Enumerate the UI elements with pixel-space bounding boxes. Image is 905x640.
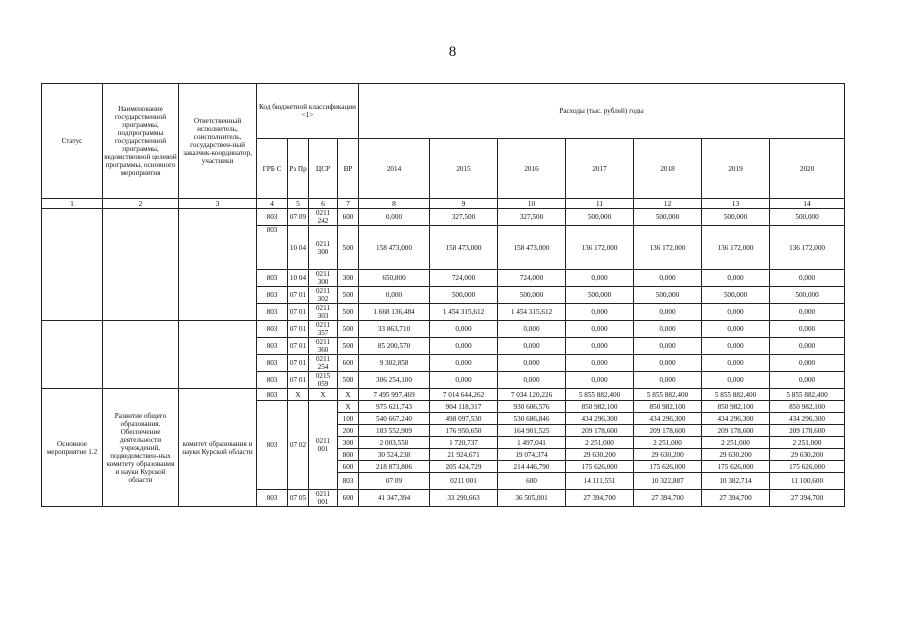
grbs-cell: 803 — [257, 355, 288, 372]
status-cell — [42, 321, 103, 389]
year-value: 327,500 — [430, 209, 498, 226]
year-value: 327,500 — [498, 209, 566, 226]
year-value: 0,000 — [634, 304, 702, 321]
measure-executor: комитет образования и науки Курской области — [179, 389, 257, 507]
year-value: 214 446,790 — [498, 461, 566, 473]
year-value: 209 178,600 — [770, 425, 845, 437]
grbs-cell: 803 — [257, 209, 288, 226]
year-value: 0,000 — [770, 304, 845, 321]
year-value: 500,000 — [430, 287, 498, 304]
year-value: 724,000 — [430, 270, 498, 287]
year-value: 0,000 — [359, 287, 430, 304]
header-year: 2016 — [498, 139, 566, 199]
csr-cell: 0211 242 — [309, 209, 338, 226]
csr-cell: X — [309, 389, 338, 401]
rzpr-cell: X — [288, 389, 309, 401]
header-year: 2018 — [634, 139, 702, 199]
year-value: 500,000 — [702, 209, 770, 226]
year-value: 9 302,858 — [359, 355, 430, 372]
year-value: 500,000 — [498, 287, 566, 304]
year-value: 136 172,000 — [770, 226, 845, 270]
year-value: 0,000 — [770, 321, 845, 338]
year-value: 29 630,200 — [634, 449, 702, 461]
header-status: Статус — [42, 84, 103, 199]
year-value: 0,000 — [770, 355, 845, 372]
year-value: 11 100,600 — [770, 473, 845, 490]
year-value: 434 296,300 — [566, 413, 634, 425]
year-value: 175 626,000 — [634, 461, 702, 473]
year-value: 2 251,000 — [770, 437, 845, 449]
year-value: 0,000 — [430, 372, 498, 389]
executor-cell — [179, 209, 257, 321]
year-value: 0,000 — [430, 355, 498, 372]
year-value: 175 626,000 — [566, 461, 634, 473]
rzpr-cell: 07 01 — [288, 372, 309, 389]
vr-cell: 600 — [338, 355, 359, 372]
year-value: 5 855 882,400 — [770, 389, 845, 401]
year-value: 27 394,700 — [702, 490, 770, 507]
rzpr-cell: 07 01 — [288, 304, 309, 321]
table-row — [42, 321, 845, 338]
rzpr-cell: 07 05 — [288, 490, 309, 507]
year-value: 434 296,300 — [634, 413, 702, 425]
year-value: 2 251,000 — [634, 437, 702, 449]
year-value: 930 606,576 — [498, 401, 566, 413]
column-index: 3 — [179, 199, 257, 209]
header-grbs: ГРБ С — [257, 139, 288, 199]
year-value: 29 630,200 — [770, 449, 845, 461]
year-value: 0,000 — [498, 372, 566, 389]
column-index: 2 — [103, 199, 179, 209]
year-value: 5 855 882,400 — [702, 389, 770, 401]
status-cell — [42, 209, 103, 321]
year-value: 500,000 — [702, 287, 770, 304]
year-value: 0,000 — [702, 270, 770, 287]
vr-cell: 600 — [338, 209, 359, 226]
year-value: 183 552,909 — [359, 425, 430, 437]
year-value: 0,000 — [634, 338, 702, 355]
year-value: 0,000 — [770, 338, 845, 355]
header-name: Наименование государственной программы, подпрограммы государственной программы, ведомственной целевой программы, основного мероприятия — [103, 84, 179, 199]
year-value: 500,000 — [770, 287, 845, 304]
year-value: 7 034 120,226 — [498, 389, 566, 401]
column-index: 14 — [770, 199, 845, 209]
year-value: 158 473,000 — [430, 226, 498, 270]
year-value: 30 524,238 — [359, 449, 430, 461]
year-value: 209 178,600 — [566, 425, 634, 437]
year-value: 500,000 — [566, 209, 634, 226]
year-value: 27 394,700 — [634, 490, 702, 507]
rzpr-cell: 07 01 — [288, 338, 309, 355]
column-index-row — [42, 199, 845, 209]
grbs-cell: 803 — [257, 226, 288, 270]
year-value: 5 855 882,400 — [566, 389, 634, 401]
year-value: 500,000 — [566, 287, 634, 304]
grbs-cell: 803 — [257, 287, 288, 304]
header-budget-code: Код бюджетной классификации <1> — [257, 84, 359, 139]
header-csr: ЦСР — [309, 139, 338, 199]
vr-cell: 500 — [338, 372, 359, 389]
column-index: 11 — [566, 199, 634, 209]
year-value: 1 668 136,484 — [359, 304, 430, 321]
vr-cell: 500 — [338, 287, 359, 304]
vr-cell: 300 — [338, 437, 359, 449]
year-value: 975 621,743 — [359, 401, 430, 413]
column-index: 4 — [257, 199, 288, 209]
year-value: 0,000 — [566, 321, 634, 338]
rzpr-cell: 10 04 — [288, 270, 309, 287]
header-expenses: Расходы (тыс. рублей) годы — [359, 84, 845, 139]
year-value: 5 855 882,400 — [634, 389, 702, 401]
vr-cell: 800 — [338, 449, 359, 461]
year-value: 0,000 — [430, 321, 498, 338]
measure-name: Развитие общего образования. Обеспечение деятельности учреждений, подведомствен-ных комитету образования и науки Курской области — [103, 389, 179, 507]
grbs-cell: 803 — [257, 490, 288, 507]
year-value: 434 296,300 — [770, 413, 845, 425]
year-value: 21 924,671 — [430, 449, 498, 461]
year-value: 0,000 — [566, 372, 634, 389]
year-value: 0,000 — [702, 355, 770, 372]
column-index: 10 — [498, 199, 566, 209]
year-value: 0,000 — [634, 372, 702, 389]
grbs-cell: 803 — [257, 401, 288, 490]
year-value: 0,000 — [770, 270, 845, 287]
year-value: 0,000 — [566, 338, 634, 355]
vr-cell: 600 — [338, 490, 359, 507]
vr-cell: X — [338, 389, 359, 401]
year-value: 0,000 — [430, 338, 498, 355]
csr-cell: 0211 254 — [309, 355, 338, 372]
csr-cell: 0211 360 — [309, 338, 338, 355]
vr-cell: X — [338, 401, 359, 413]
year-value: 7 014 644,262 — [430, 389, 498, 401]
rzpr-cell: 07 09 — [359, 473, 430, 490]
year-value: 0,000 — [634, 270, 702, 287]
csr-cell: 0211 300 — [309, 226, 338, 270]
rzpr-cell: 07 09 — [288, 209, 309, 226]
year-value: 1 720,737 — [430, 437, 498, 449]
grbs-cell: 803 — [257, 389, 288, 401]
rzpr-cell: 07 01 — [288, 287, 309, 304]
table-row — [42, 389, 845, 401]
year-value: 2 251,000 — [566, 437, 634, 449]
year-value: 175 626,000 — [770, 461, 845, 473]
year-value: 136 172,000 — [566, 226, 634, 270]
grbs-cell: 803 — [257, 338, 288, 355]
year-value: 0,000 — [566, 355, 634, 372]
year-value: 176 950,650 — [430, 425, 498, 437]
year-value: 175 626,000 — [702, 461, 770, 473]
year-value: 205 424,729 — [430, 461, 498, 473]
year-value: 850 982,100 — [770, 401, 845, 413]
vr-cell: 300 — [338, 270, 359, 287]
year-value: 2 003,550 — [359, 437, 430, 449]
csr-cell: 0211 303 — [309, 304, 338, 321]
year-value: 218 873,806 — [359, 461, 430, 473]
measure-status: Основное мероприятие 1.2 — [42, 389, 103, 507]
year-value: 650,800 — [359, 270, 430, 287]
year-value: 850 982,100 — [702, 401, 770, 413]
year-value: 498 097,530 — [430, 413, 498, 425]
vr-cell: 600 — [498, 473, 566, 490]
year-value: 0,000 — [702, 338, 770, 355]
year-value: 1 454 315,612 — [430, 304, 498, 321]
rzpr-cell: 07 02 — [288, 401, 309, 490]
column-index: 9 — [430, 199, 498, 209]
csr-cell: 0211 001 — [430, 473, 498, 490]
header-year: 2017 — [566, 139, 634, 199]
csr-cell: 0211 300 — [309, 270, 338, 287]
year-value: 33 863,710 — [359, 321, 430, 338]
year-value: 136 172,000 — [702, 226, 770, 270]
year-value: 0,000 — [359, 209, 430, 226]
vr-cell: 200 — [338, 425, 359, 437]
year-value: 209 178,600 — [702, 425, 770, 437]
header-rzpr: Рз Пр — [288, 139, 309, 199]
grbs-cell: 803 — [257, 270, 288, 287]
header-year: 2019 — [702, 139, 770, 199]
year-value: 0,000 — [498, 355, 566, 372]
column-index: 13 — [702, 199, 770, 209]
name-cell — [103, 209, 179, 321]
year-value: 158 473,000 — [359, 226, 430, 270]
csr-cell: 0211 001 — [309, 490, 338, 507]
year-value: 724,000 — [498, 270, 566, 287]
year-value: 0,000 — [702, 304, 770, 321]
rzpr-cell: 10 04 — [288, 226, 309, 270]
vr-cell: 500 — [338, 321, 359, 338]
rzpr-cell: 07 01 — [288, 355, 309, 372]
year-value: 306 254,100 — [359, 372, 430, 389]
table-row — [42, 209, 845, 226]
year-value: 0,000 — [702, 321, 770, 338]
year-value: 41 347,394 — [359, 490, 430, 507]
column-index: 1 — [42, 199, 103, 209]
year-value: 500,000 — [770, 209, 845, 226]
header-vr: ВР — [338, 139, 359, 199]
year-value: 0,000 — [498, 321, 566, 338]
vr-cell: 600 — [338, 461, 359, 473]
csr-cell: 0211 302 — [309, 287, 338, 304]
year-value: 27 394,700 — [770, 490, 845, 507]
vr-cell: 500 — [338, 304, 359, 321]
vr-cell: 500 — [338, 226, 359, 270]
vr-cell: 500 — [338, 338, 359, 355]
year-value: 0,000 — [702, 372, 770, 389]
header-year: 2014 — [359, 139, 430, 199]
year-value: 27 394,700 — [566, 490, 634, 507]
year-value: 850 982,100 — [566, 401, 634, 413]
csr-cell: 0215 059 — [309, 372, 338, 389]
column-index: 12 — [634, 199, 702, 209]
grbs-cell: 803 — [257, 304, 288, 321]
grbs-cell: 803 — [257, 321, 288, 338]
rzpr-cell: 07 01 — [288, 321, 309, 338]
name-cell — [103, 321, 179, 389]
page-number: 8 — [448, 44, 457, 60]
year-value: 0,000 — [634, 321, 702, 338]
column-index: 6 — [309, 199, 338, 209]
year-value: 0,000 — [566, 304, 634, 321]
year-value: 540 667,240 — [359, 413, 430, 425]
header-year: 2015 — [430, 139, 498, 199]
year-value: 14 111,551 — [566, 473, 634, 490]
year-value: 10 322,887 — [634, 473, 702, 490]
column-index: 5 — [288, 199, 309, 209]
vr-cell: 100 — [338, 413, 359, 425]
year-value: 0,000 — [498, 338, 566, 355]
year-value: 33 290,663 — [430, 490, 498, 507]
year-value: 500,000 — [634, 209, 702, 226]
year-value: 164 901,525 — [498, 425, 566, 437]
year-value: 85 200,570 — [359, 338, 430, 355]
year-value: 1 454 315,612 — [498, 304, 566, 321]
column-index: 8 — [359, 199, 430, 209]
csr-cell: 0211 357 — [309, 321, 338, 338]
year-value: 2 251,000 — [702, 437, 770, 449]
budget-table — [41, 83, 845, 507]
year-value: 209 178,600 — [634, 425, 702, 437]
header-year: 2020 — [770, 139, 845, 199]
year-value: 7 495 997,469 — [359, 389, 430, 401]
year-value: 434 296,300 — [702, 413, 770, 425]
executor-cell — [179, 321, 257, 389]
year-value: 136 172,000 — [634, 226, 702, 270]
year-value: 158 473,000 — [498, 226, 566, 270]
year-value: 36 505,001 — [498, 490, 566, 507]
year-value: 29 630,200 — [566, 449, 634, 461]
grbs-cell: 803 — [338, 473, 359, 490]
year-value: 1 497,041 — [498, 437, 566, 449]
grbs-cell: 803 — [257, 372, 288, 389]
year-value: 0,000 — [770, 372, 845, 389]
year-value: 904 118,317 — [430, 401, 498, 413]
year-value: 530 686,846 — [498, 413, 566, 425]
header-executor: Ответственный исполнитель, соисполнитель, государствен-ный заказчик-координатор, участники — [179, 84, 257, 199]
csr-cell: 0211 001 — [309, 401, 338, 490]
year-value: 10 382,714 — [702, 473, 770, 490]
column-index: 7 — [338, 199, 359, 209]
year-value: 850 982,100 — [634, 401, 702, 413]
year-value: 29 630,200 — [702, 449, 770, 461]
year-value: 19 074,374 — [498, 449, 566, 461]
year-value: 0,000 — [566, 270, 634, 287]
year-value: 500,000 — [634, 287, 702, 304]
year-value: 0,000 — [634, 355, 702, 372]
